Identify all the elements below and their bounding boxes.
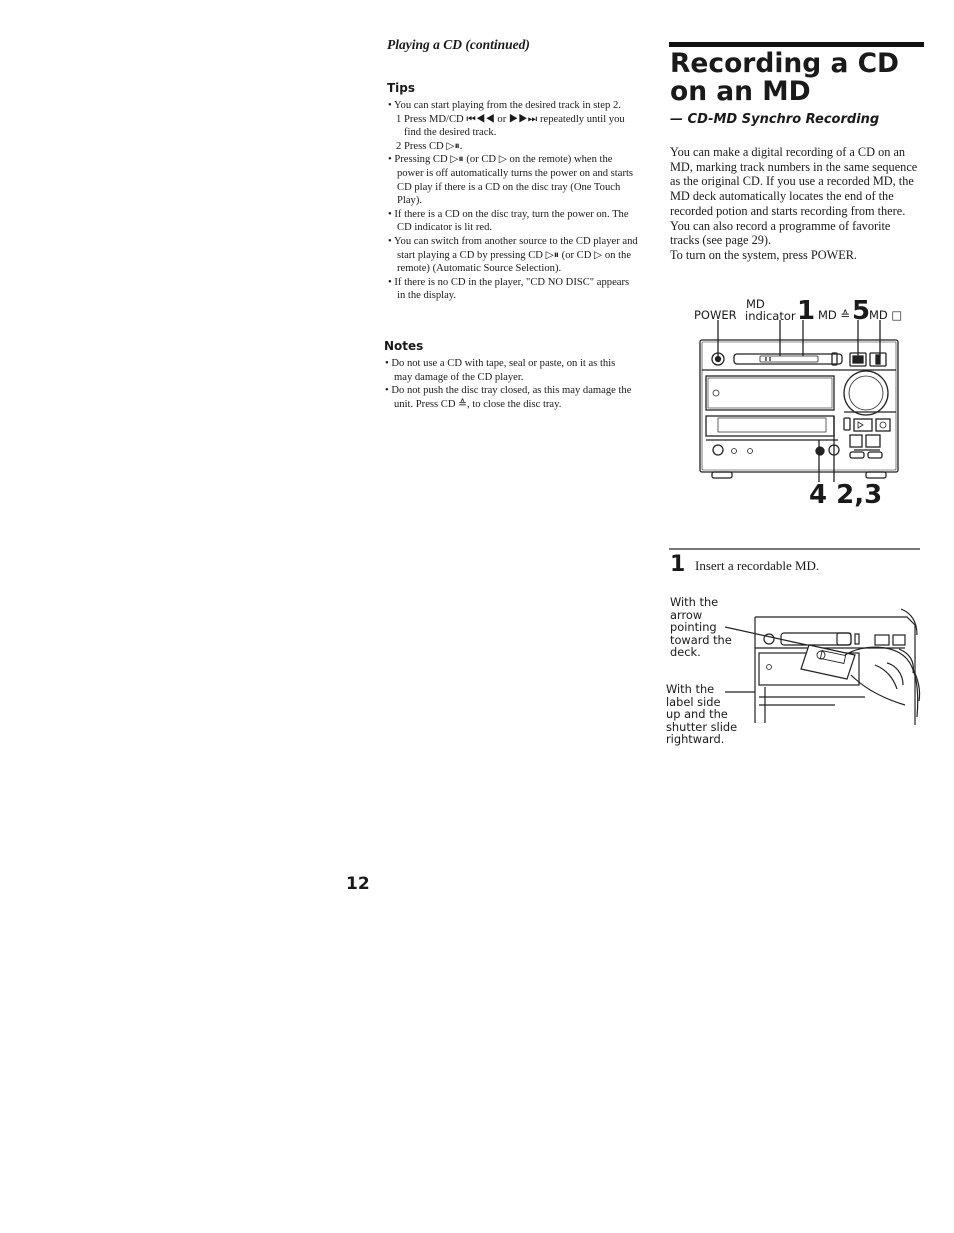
callout-number-1: 1: [797, 296, 816, 326]
intro-text: [670, 145, 920, 263]
power-note: To turn on the system, press POWER.: [670, 247, 857, 262]
step-divider: [669, 548, 920, 550]
running-head: Playing a CD (continued): [387, 37, 530, 52]
tip-item: • If there is a CD on the disc tray, turn the power on. The CD indicator is lit red.: [388, 208, 629, 234]
note-item: • Do not use a CD with tape, seal or paste, on it as this may damage of the CD player.: [385, 358, 616, 383]
notes-list: [384, 357, 636, 411]
md-eject-label: MD ≙: [818, 308, 851, 322]
step-text: Insert a recordable MD.: [695, 558, 820, 573]
page-number: 12: [346, 874, 370, 894]
section-title: Recording a CD on an MD: [670, 48, 900, 107]
tip-step: 2 Press CD ▷⏸.: [396, 140, 463, 152]
md-stop-label: MD □: [869, 308, 903, 322]
step-number: 1: [670, 552, 686, 577]
indicator-label: indicator: [745, 309, 796, 323]
intro-paragraph: You can make a digital recording of a CD on an MD, marking track numbers in the same sequence as the original CD. If you use a recorded MD, the MD deck automatically locates the end of the recorded potion and starts recording from there. You can also record a programme of favorite tracks (see page 29).: [670, 145, 918, 248]
callout-numbers-bottom: 4 2,3: [809, 480, 883, 510]
tip-item: • If there is no CD in the player, "CD NO DISC" appears in the display.: [388, 276, 630, 302]
section-subtitle: — CD-MD Synchro Recording: [670, 112, 880, 127]
tip-item: • You can start playing from the desired track in step 2.: [388, 100, 621, 111]
notes-heading: Notes: [384, 339, 424, 353]
power-label: POWER: [694, 308, 737, 322]
callout-number-5: 5: [852, 296, 871, 326]
md-insertion-illustration: [725, 605, 925, 745]
note-item: • Do not push the disc tray closed, as this may damage the unit. Press CD ≙, to close the disc tray.: [385, 385, 632, 410]
md-label: MD: [746, 297, 765, 311]
tip-step: 1 Press MD/CD ⏮◀◀ or ▶▶⏭ repeatedly until you find the desired track.: [396, 113, 625, 139]
tip-item: • Pressing CD ▷⏸ (or CD ▷ on the remote) when the power is off automatically turns the power on and starts CD play if there is a CD on the disc tray (One Touch Play).: [388, 154, 634, 207]
arrow-caption: With the arrow pointing toward the deck.: [670, 595, 732, 659]
tip-item: • You can switch from another source to the CD player and start playing a CD by pressing CD ▷⏸ (or CD ▷ on the remote) (Automatic Source Selection).: [388, 235, 638, 275]
label-side-caption: With the label side up and the shutter slide rightward.: [666, 682, 738, 746]
tips-list: [387, 99, 639, 303]
stereo-unit-illustration: [698, 320, 904, 485]
title-rule: [669, 42, 924, 47]
tips-heading: Tips: [387, 81, 416, 95]
